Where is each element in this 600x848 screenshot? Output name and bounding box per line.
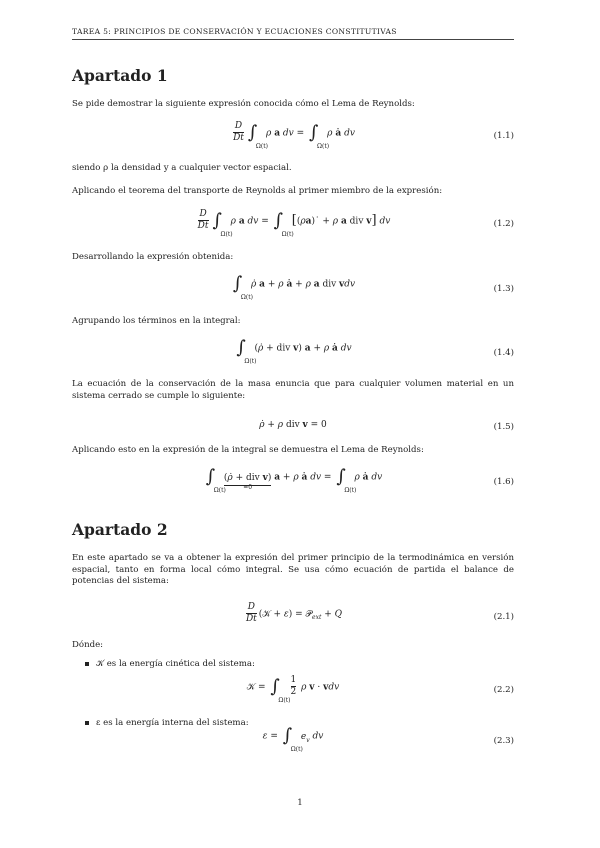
page-number: 1 [297,798,303,808]
paragraph: La ecuación de la conservación de la masa enuncia que para cualquier volumen material en un sistema cerrado se cumple lo siguiente: [72,379,514,401]
equation-body: ∫ Ω(t) ρ̇ a + ρ ȧ + ρ a div vdv [232,273,356,301]
equation-number: (2.3) [493,736,514,747]
list-item-text: ε es la energía interna del sistema: [96,718,249,728]
bullet-icon [85,662,89,666]
paragraph: Dónde: [72,640,104,650]
equation-2-1 [72,603,514,633]
equation-body: ∫ Ω(t) (ρ̇ + div v) =0 a + ρ ȧ dv = ∫ Ω(t) ρ ȧ dv [205,466,383,494]
paragraph: Agrupando los términos en la integral: [72,316,241,326]
equation-number: (1.4) [493,348,514,359]
paragraph: En este apartado se va a obtener la expresión del primer principio de la termodinámica en versión espacial, tanto en forma local cómo integral. Se usa cómo ecuación de partida el balance de potencias del sistema: [72,553,514,587]
equation-body: ε = ∫ Ω(t) $e_v$ dv [262,725,324,753]
equation-number: (1.1) [493,131,514,142]
equation-1-4 [72,339,514,369]
paragraph: siendo ρ la densidad y a cualquier vector espacial. [72,163,292,173]
equation-number: (1.5) [493,422,514,433]
paragraph: Aplicando el teorema del transporte de Reynolds al primer miembro de la expresión: [72,186,443,196]
section-title-apartado-1: Apartado 1 [72,66,168,85]
paragraph: Aplicando esto en la expresión de la integral se demuestra el Lema de Reynolds: [72,445,424,455]
list-item-text: 𝒦 es la energía cinética del sistema: [96,659,255,669]
equation-body: 𝒦 = ∫ Ω(t) $\frac{1}{2}$ ρ v · vdv [246,675,340,704]
equation-number: (2.2) [493,685,514,696]
equation-2-2 [72,676,514,706]
equation-1-5 [72,413,514,443]
equation-number: (1.6) [493,477,514,488]
paragraph: Se pide demostrar la siguiente expresión conocida cómo el Lema de Reynolds: [72,99,415,109]
equation-number: (2.1) [493,612,514,623]
equation-1-1 [72,122,514,152]
section-title-apartado-2: Apartado 2 [72,520,168,539]
running-header: TAREA 5: PRINCIPIOS DE CONSERVACIÓN Y ECUACIONES CONSTITUTIVAS [72,27,514,40]
equation-body: ∫ Ω(t) (ρ̇ + div v) a + ρ ȧ dv [236,337,352,365]
equation-body: $\frac{D}{Dt}$ (𝒦 + ε) = 𝒫$_{ext}$ + Q [245,602,343,624]
bullet-icon [85,721,89,725]
equation-body: ρ̇ + ρ div v = 0 [259,420,327,430]
equation-body: $\frac{D}{Dt}$ ∫ Ω(t) ρ a dv = ∫ Ω(t) ρ ȧ dv [233,121,355,150]
equation-body: $\frac{D}{Dt}$ ∫ Ω(t) ρ a dv = ∫ Ω(t) [(ρa)˙ + ρ a div v] dv [197,209,391,238]
equation-2-3 [72,727,514,757]
equation-number: (1.3) [493,284,514,295]
equation-number: (1.2) [493,219,514,230]
paragraph: Desarrollando la expresión obtenida: [72,252,234,262]
equation-1-3 [72,275,514,305]
equation-1-2 [72,210,514,240]
equation-1-6 [72,468,514,498]
